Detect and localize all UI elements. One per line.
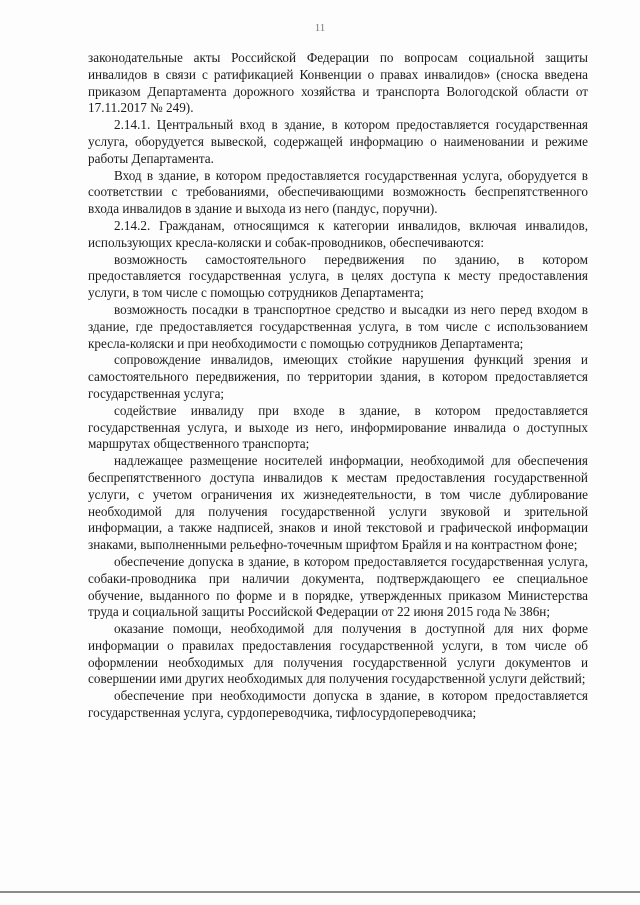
page-number: 11 <box>314 22 326 34</box>
paragraph: оказание помощи, необходимой для получения в доступной для них форме информации о правилах предоставления государственной услуги, в том числе об оформлении необходимых для получения государственной услуги документов и совершении ими других необходимых для получения государственной услуги действий; <box>88 621 588 687</box>
paragraph: возможность посадки в транспортное средство и высадки из него перед входом в здание, где предоставляется государственная услуга, в том числе с использованием кресла-коляски и при необходимости с помощью сотрудников Департамента; <box>88 301 588 351</box>
scan-edge-line <box>0 891 640 893</box>
paragraph: сопровождение инвалидов, имеющих стойкие нарушения функций зрения и самостоятельного передвижения, по территории здания, в котором предоставляется государственная услуга; <box>88 352 588 401</box>
paragraph: законодательные акты Российской Федерации по вопросам социальной защиты инвалидов в связи с ратификацией Конвенции о правах инвалидов» (сноска введена приказом Департамента дорожного хозяйства и транспорта Вологодской области от 17.11.2017 № 249). <box>88 50 588 116</box>
paragraph: 2.14.2. Гражданам, относящимся к категории инвалидов, включая инвалидов, использующих кресла-коляски и собак-проводников, обеспечиваются: <box>88 217 588 250</box>
paragraph: обеспечение допуска в здание, в котором предоставляется государственная услуга, собаки-проводника при наличии документа, подтверждающего ее специальное обучение, выданного по форме и в порядке, утвержденных приказом Министерства труда и социальной защиты Российской Федерации от 22 июня 2015 года № 386н; <box>88 553 588 620</box>
paragraph: 2.14.1. Центральный вход в здание, в котором предоставляется государственная услуга, оборудуется вывеской, содержащей информацию о наименовании и режиме работы Департамента. <box>88 117 588 166</box>
paragraph: Вход в здание, в котором предоставляется государственная услуга, оборудуется в соответствии с требованиями, обеспечивающими возможность беспрепятственного входа инвалидов в здание и выхода из него (пандус, поручни). <box>88 167 588 217</box>
paragraph: обеспечение при необходимости допуска в здание, в котором предоставляется государственная услуга, сурдопереводчика, тифлосурдопереводчика; <box>88 688 588 721</box>
paragraph: возможность самостоятельного передвижения по зданию, в котором предоставляется государственная услуга, в целях доступа к месту предоставления услуги, в том числе с помощью сотрудников Департамента; <box>88 251 588 301</box>
paragraph: содействие инвалиду при входе в здание, в котором предоставляется государственная услуга, и выходе из него, информирование инвалида о доступных маршрутах общественного транспорта; <box>88 402 588 452</box>
document-body <box>88 50 588 722</box>
paragraph: надлежащее размещение носителей информации, необходимой для обеспечения беспрепятственного доступа инвалидов к местам предоставления государственной услуги, с учетом ограничения их жизнедеятельности, в том числе дублирование необходимой для получения государственной услуги звуковой и зрительной информации, а также надписей, знаков и иной текстовой и графической информации знаками, выполненными рельефно-точечным шрифтом Брайля и на контрастном фоне; <box>88 453 588 553</box>
